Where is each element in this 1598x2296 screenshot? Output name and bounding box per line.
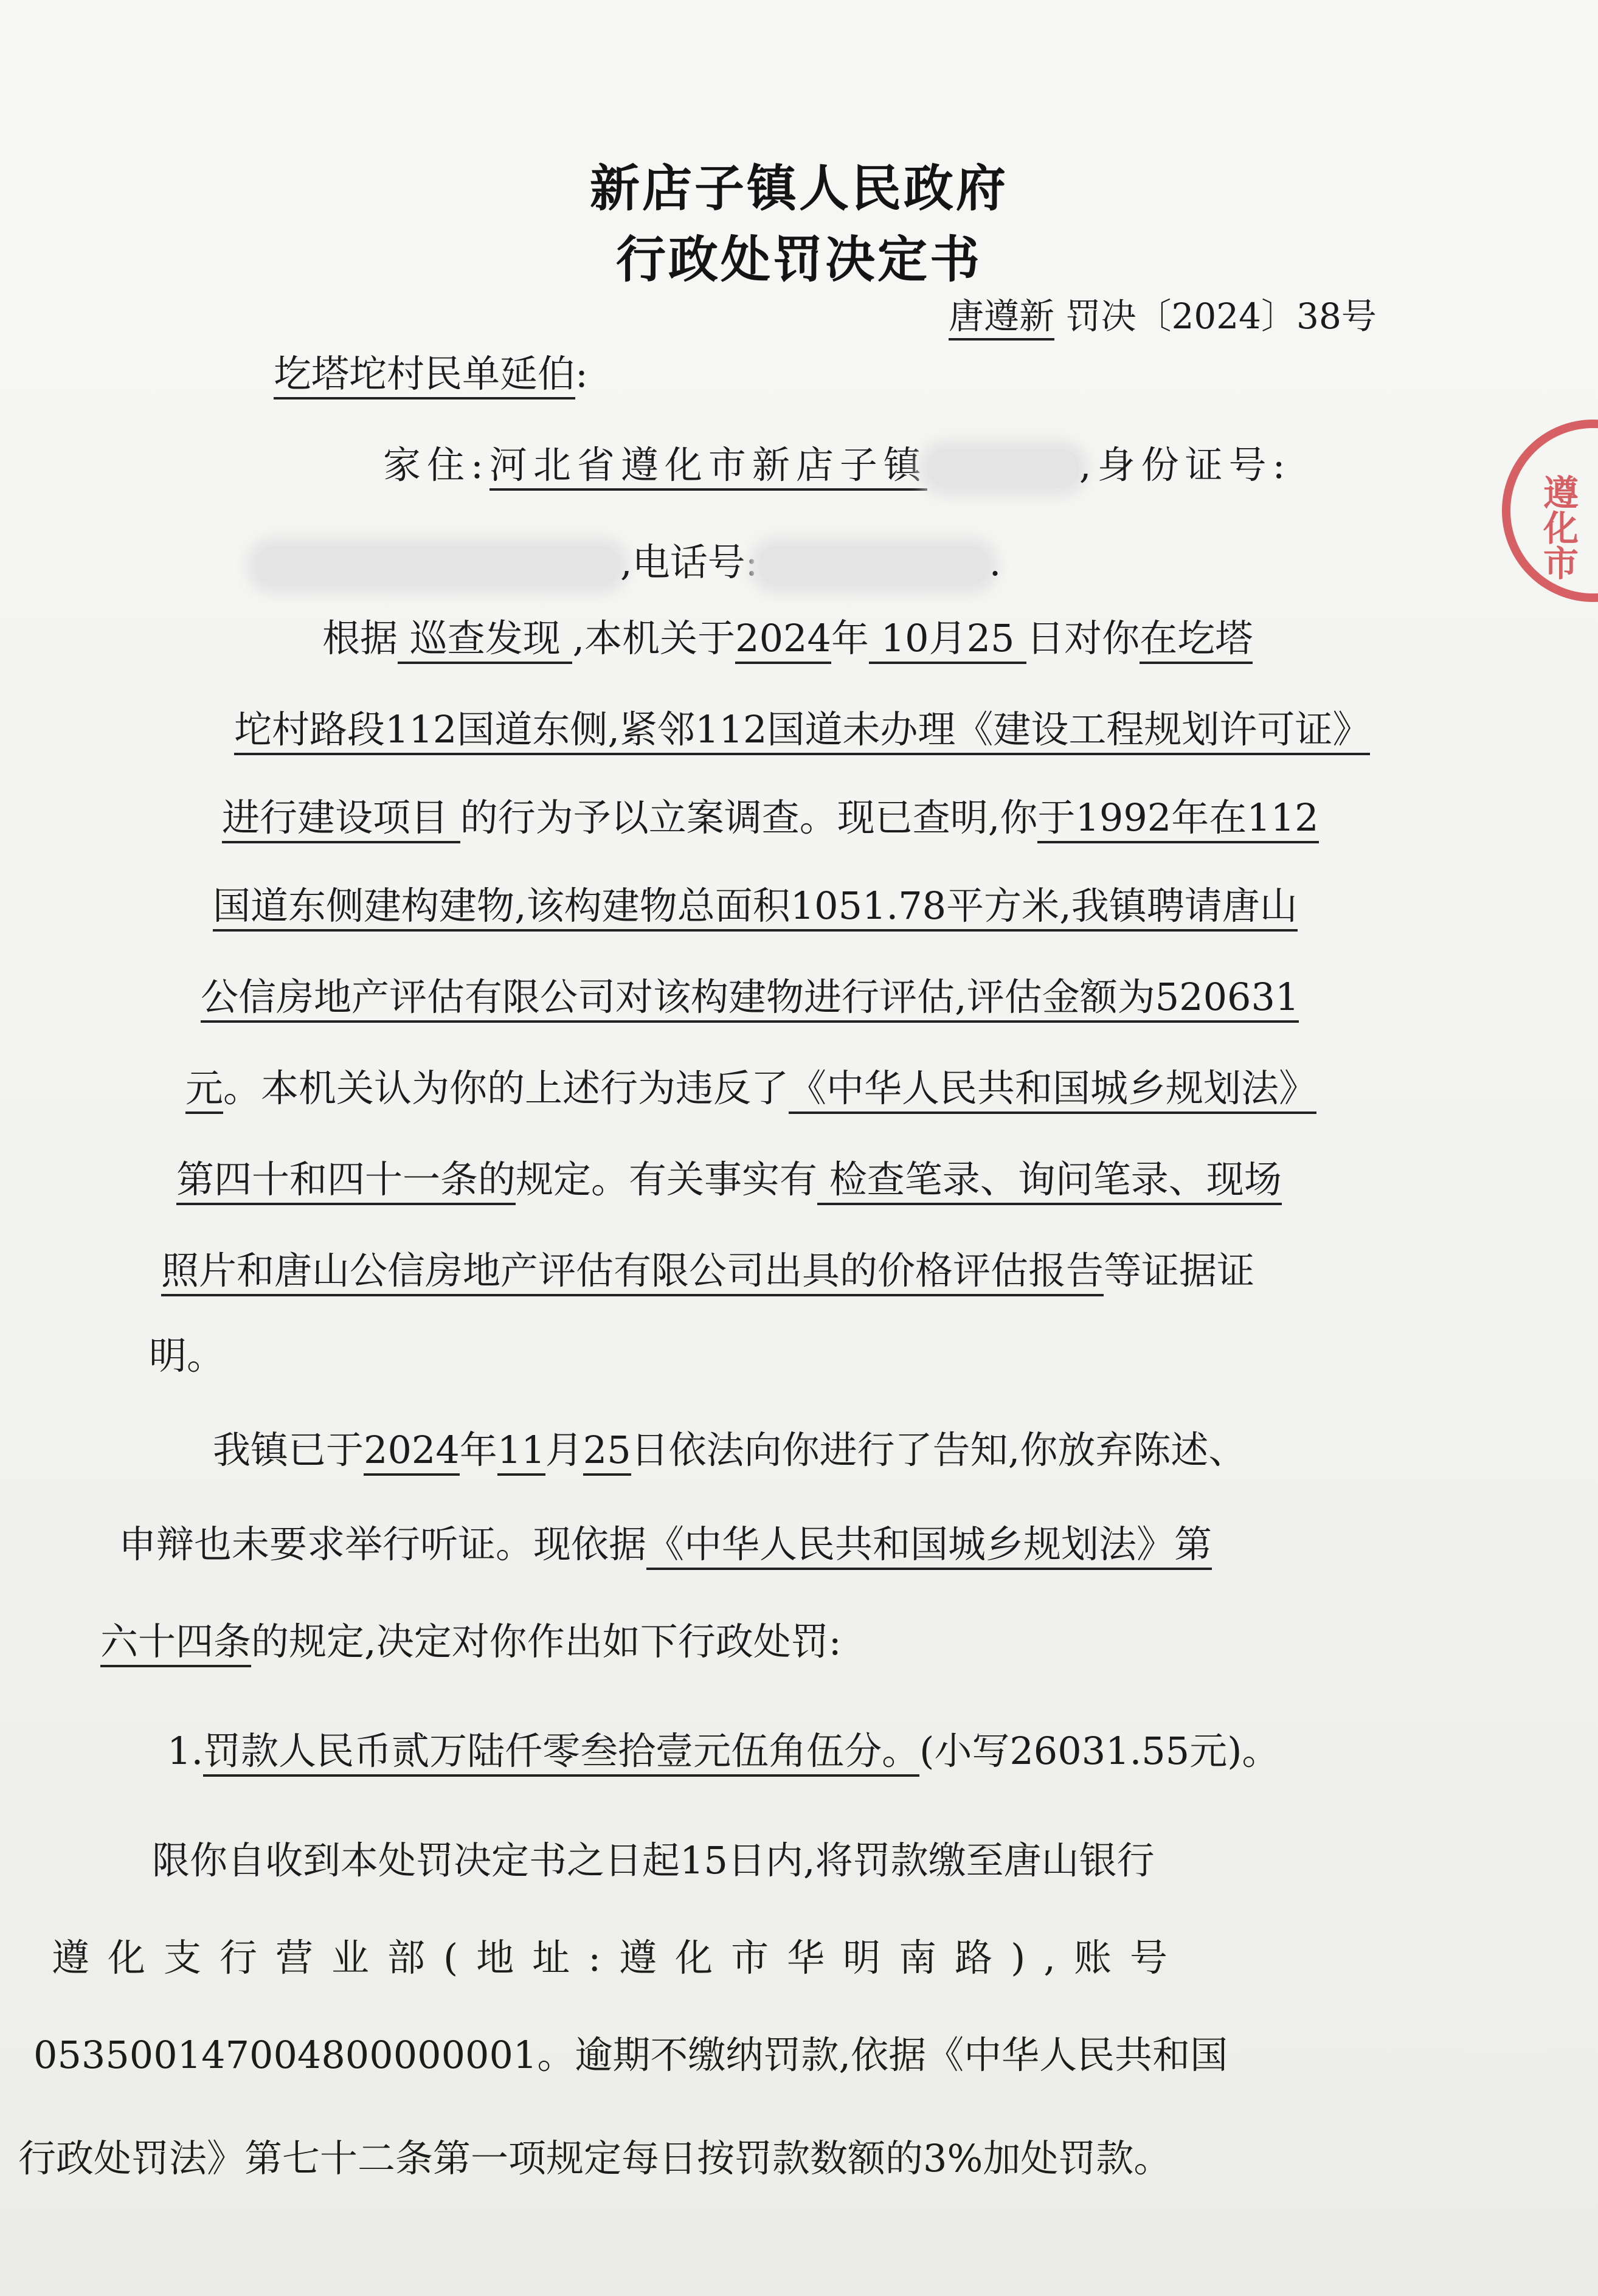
body-line-3: 进行建设项目 的行为予以立案调查。现已查明,你于1992年在112 <box>222 794 1319 842</box>
address-line: 家住:河北省遵化市新店子镇 ,身份证号: <box>383 441 1292 489</box>
redacted-address <box>927 449 1079 488</box>
redacted-phone <box>758 546 989 585</box>
document-number: 唐遵新 罚决〔2024〕38号 <box>949 292 1377 341</box>
notice-line-1: 我镇已于2024年11月25日依法向你进行了告知,你放弃陈述、 <box>213 1426 1246 1475</box>
body-line-1: 根据 巡查发现 ,本机关于2024年 10月25 日对你在圪塔 <box>322 614 1253 663</box>
document-type-title: 行政处罚决定书 <box>615 231 982 289</box>
body-line-2: 坨村路段112国道东侧,紧邻112国道未办理《建设工程规划许可证》 <box>234 705 1370 754</box>
body-line-7: 第四十和四十一条的规定。有关事实有 检查笔录、询问笔录、现场 <box>176 1155 1282 1204</box>
recipient-line: 圪塔坨村民单延伯: <box>274 350 588 398</box>
notice-line-2: 申辩也未要求举行听证。现依据《中华人民共和国城乡规划法》第 <box>119 1520 1212 1569</box>
body-line-9: 明。 <box>149 1333 225 1378</box>
payment-line-1: 限你自收到本处罚决定书之日起15日内,将罚款缴至唐山银行 <box>152 1838 1155 1883</box>
body-line-5: 公信房地产评估有限公司对该构建物进行评估,评估金额为520631 <box>201 973 1299 1022</box>
official-seal-text: 遵化市 <box>1537 474 1579 580</box>
id-phone-line: ,电话号: . <box>255 538 1001 587</box>
payment-line-4: 行政处罚法》第七十二条第一项规定每日按罚款数额的3%加处罚款。 <box>18 2136 1172 2180</box>
issuing-authority-title: 新店子镇人民政府 <box>589 160 1008 218</box>
redacted-id-number <box>255 546 620 585</box>
payment-line-2: 遵化支行营业部(地址:遵化市华明南路),账号 <box>52 1935 1186 1980</box>
body-line-8: 照片和唐山公信房地产评估有限公司出具的价格评估报告等证据证 <box>161 1247 1254 1295</box>
notice-line-3: 六十四条的规定,决定对你作出如下行政处罚: <box>100 1617 842 1666</box>
penalty-item-1: 1.罚款人民币贰万陆仟零叁拾壹元伍角伍分。(小写26031.55元)。 <box>167 1727 1279 1776</box>
body-line-4: 国道东侧建构建物,该构建物总面积1051.78平方米,我镇聘请唐山 <box>213 882 1298 930</box>
body-line-6: 元。本机关认为你的上述行为违反了《中华人民共和国城乡规划法》 <box>185 1064 1316 1113</box>
payment-line-3: 053500147004800000001。逾期不缴纳罚款,依据《中华人民共和国 <box>33 2033 1228 2077</box>
